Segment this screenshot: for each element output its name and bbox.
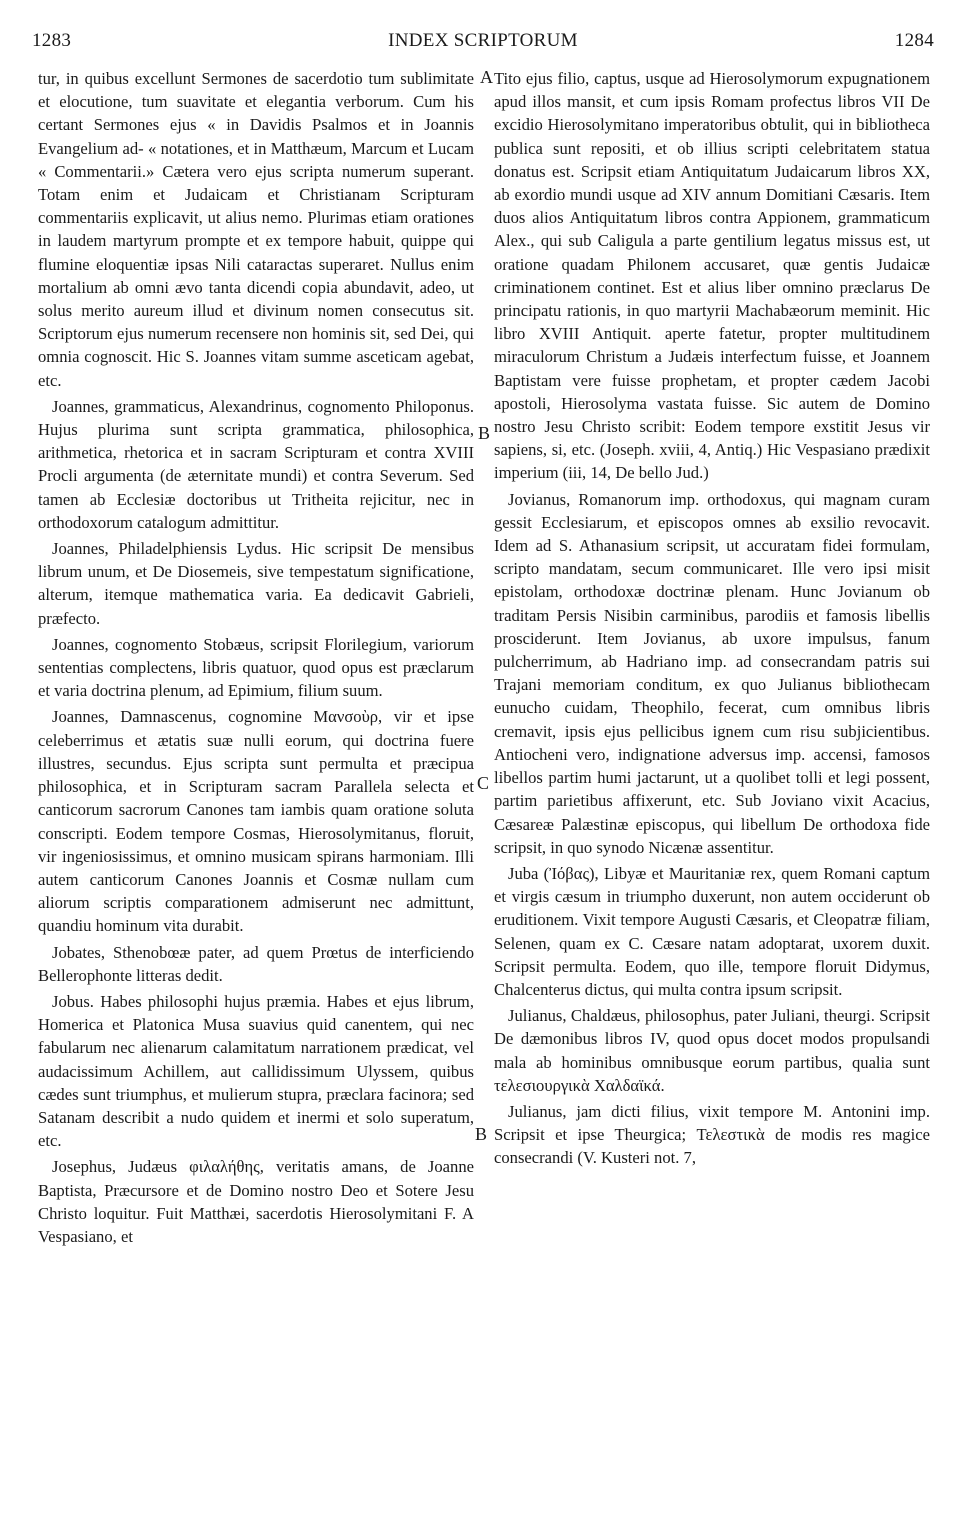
entry-paragraph: Tito ejus filio, captus, usque ad Hierosolymorum expugnationem apud illos mansit, et cum ipsis Romam profectus libros VII De excidio Hierosolymitano imperatoribus obtulit, qui in bibliotheca publica sunt repositi, et ob illius scripti celebritatem statua donatus est. Scripsit etiam Antiquitatum Judaicarum libros XX, ab exordio mundi usque ad XIV annum Domitiani Cæsaris. Item duos alios Antiquitatum libros contra Appionem, grammaticum Alex., qui sub Caligula a parte gentilium legatus missus est, ut oratione quadam Philonem accusaret, quæ gentis Judaicæ criminationem continet. Est et alius liber omnino præclarus De principatu rationis, in quo martyrii Machabæorum meminit. Hic libro XVIII Antiquit. aperte fatetur, propter multitudinem miraculorum Christum a Judæis interfectum fuisse, et Joannem Baptistam vere fuisse prophetam, et propter cædem Jacobi apostoli, Hierosolyma vastata fuisse. Sic autem de Domino nostro Jesu Christo scribit: Eodem tempore exstitit Jesus vir sapiens, si, etc. (Joseph. xviii, 4, Antiq.) Hic Vespasiano prædixit imperium (iii, 14, De bello Jud.) xyxy=(494,69,930,483)
entry-paragraph: Joannes, cognomento Stobæus, scripsit Florilegium, variorum sententias complectens, libris quatuor, quod opus est præclarum et varia doctrina plenum, ad Epimium, filium suum. xyxy=(38,634,474,701)
left-column xyxy=(38,67,474,1251)
entry-paragraph: Julianus, Chaldæus, philosophus, pater Juliani, theurgi. Scripsit De dæmonibus libros IV, quod opus docet modos propulsandi mala ab hominibus omnibusque eorum partibus, qualia sunt τελεσιουργικὰ Χαλδαϊκά. xyxy=(494,1006,930,1095)
entry-paragraph: Jobus. Habes philosophi hujus præmia. Habes et ejus librum, Homerica et Platonica Musa suavius quid canentem, qui nec fabularum nec alienarum calamitatum narrationem prædicat, vel audacissimum Achillem, aut callidissimum Ulyssem, quibus cædes sunt triumphus, et mulierum stupra, præclara facinora; sed Satanam describit a nudo quidem et inermi et solo superatum, etc. xyxy=(38,991,474,1151)
running-header xyxy=(32,30,934,58)
margin-marker-a: A xyxy=(480,67,493,87)
entry-paragraph: Josephus, Judæus φιλαλήθης, veritatis amans, de Joanne Baptista, Præcursore et de Domino nostro Deo et Sotere Jesu Christo loquitur. Fuit Matthæi, sacerdotis Hierosolymitani F. A Vespasiano, et xyxy=(38,1157,474,1246)
entry-paragraph: Juba (Ἰόβας), Libyæ et Mauritaniæ rex, quem Romani captum et virgis cæsum in triumpho duxerunt, non autem occiderunt ob eruditionem. Vixit tempore Augusti Cæsaris, et Cleopatræ filiam, Selenen, quam ex C. Cæsare natam adoptarat, uxorem duxit. Scripsit permulta. Eodem, quo ille, tempore floruit Didymus, Chalcenterus dictus, qui multa contra ipsum scripsit. xyxy=(494,863,930,999)
entry-paragraph: Joannes, Damnascenus, cognomine Μανσοὺρ, vir et ipse celeberrimus et ætatis suæ nulli eorum, qui doctrina fuere illustres, secundus. Ejus scripta sunt permulta et præcipua philosophica, et in Scripturam sacram Parallela selecta et canticorum sacrorum Canones tam iambis quam oratione soluta conscripti. Eodem tempore Cosmas, Hierosolymitanus, floruit, vir ingeniosissimus, et omnino musicam spirans harmoniam. Illi autem canticorum Canones Joannis et Cosmæ nullam cum aliorum scriptis comparationem admiserunt nec admittunt, quandiu hominum vita durabit. xyxy=(38,707,474,936)
right-column xyxy=(494,67,930,1173)
page-number-right: 1284 xyxy=(894,30,934,51)
page-title: INDEX SCRIPTORUM xyxy=(388,30,578,51)
entry-paragraph: Joannes, grammaticus, Alexandrinus, cognomento Philoponus. Hujus plurima sunt scripta grammatica, philosophica, arithmetica, rhetorica et in sacram Scripturam et contra XVIII Procli argumenta (de æternitate mundi) et contra Severum. Sed tamen ab Ecclesiæ doctoribus ut Tritheita rejicitur, nec in orthodoxorum catalogum admittitur. xyxy=(38,396,474,532)
page-number-left: 1283 xyxy=(32,30,72,51)
entry-paragraph: Joannes, Philadelphiensis Lydus. Hic scripsit De mensibus librum unum, et De Diosemeis, sive tempestatum significatione, alterum, itemque mathematica varia. Ea dedicavit Gabrieli, præfecto. xyxy=(38,539,474,628)
entry-paragraph: Jobates, Sthenobœæ pater, ad quem Prœtus de interficiendo Bellerophonte litteras dedit. xyxy=(38,942,474,985)
entry-paragraph: Jovianus, Romanorum imp. orthodoxus, qui magnam curam gessit Ecclesiarum, et episcopos omnes ab exsilio revocavit. Idem ad S. Athanasium scripsit, ut accuratam fidei formulam, scripto mandatam, secum communicaret. Ille vero ipsi misit epistolam, orthodoxæ doctrinæ plenam. Hunc Jovianum ob traditam Persis Nisibin carminibus, parodiis et famosis libellis prosciderunt. Item Jovianus, ab uxore impulsus, fanum pulcherrimum, ab Hadriano imp. ad consecrandam patris sui Trajani memoriam conditum, ex quo Julianus bibliothecam eunucho cuidam, Theophilo, fecerat, cum omnibus libris cremavit, ipsis ejus pellicibus ignem cum risu subjicientibus. Antiocheni vero, indignatione adversus imp. accensi, famosos libellos partim humi jactarunt, ut a quolibet tolli et legi possent, partim parietibus affixerunt, etc. Sub Joviano vixit Acacius, Cæsareæ Palæstinæ episcopus, qui libellum De orthodoxa fide scripsit, in quo synodo Nicænæ assentitur. xyxy=(494,489,930,857)
entry-paragraph: Julianus, jam dicti filius, vixit tempore M. Antonini imp. Scripsit et ipse Theurgica; Τελεστικὰ de modis res magice consecrandi (V. Kusteri not. 7, xyxy=(494,1101,930,1168)
margin-marker-c: C xyxy=(477,773,490,793)
entry-paragraph: tur, in quibus excellunt Sermones de sacerdotio tum sublimitate et elocutione, tum suavitate et elegantia verborum. Cum his certant Sermones ejus « in Davidis Psalmos et in Joannis Evangelium ad- « notationes, et in Matthæum, Marcum et Lucam « Commentarii.» Cætera vero ejus scripta numerum superant. Totam enim et Judaicam et Christianam Scripturam commentariis explicavit, ut alius nemo. Plurimas etiam orationes in laudem martyrum prompte et ex tempore habuit, quippe qui flumine eloquentiæ ipsas Nili cataractas superaret. Nullus enim mortalium ab omni ævo tanta dicendi copia abundavit, adeo, ut solus merito aureum illud et divinum nomen consecutus sit. Scriptorum ejus numerum recensere non hominis sit, sed Dei, qui omnia cognoscit. Hic S. Joannes vitam summe asceticam agebat, etc. xyxy=(38,69,474,390)
margin-marker-b: B xyxy=(478,423,491,443)
margin-marker-b: B xyxy=(475,1124,488,1144)
